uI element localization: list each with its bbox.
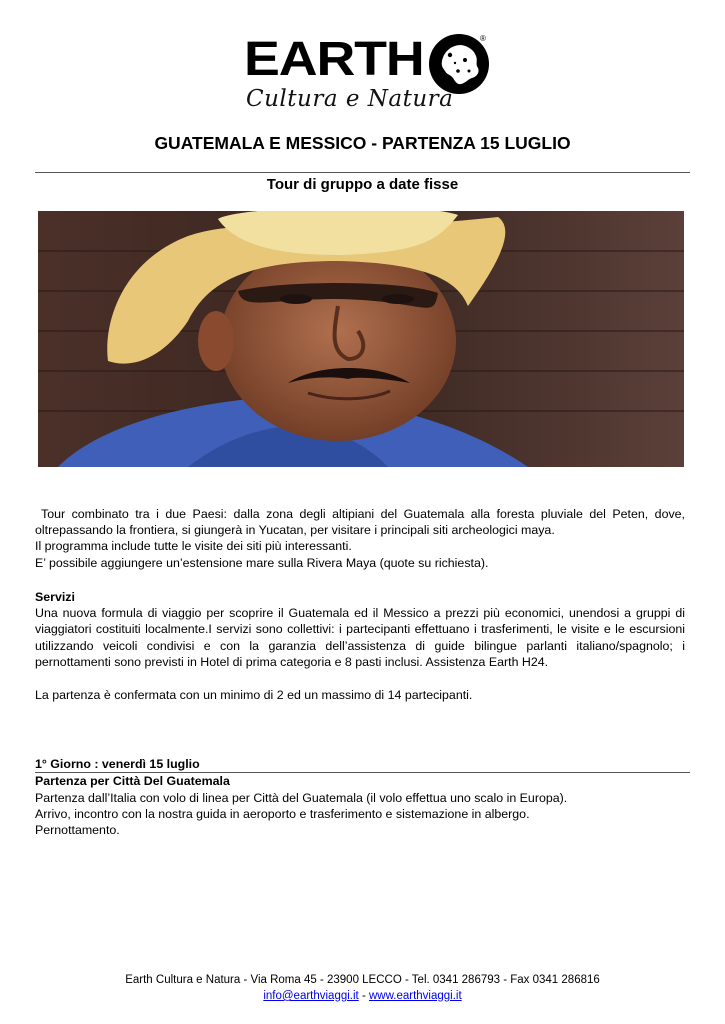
- footer-separator: -: [358, 990, 369, 1002]
- title-divider: [35, 172, 690, 173]
- hero-photo: [38, 211, 684, 467]
- intro-visits-line: Il programma include tutte le visite dei siti più interessanti.: [35, 539, 352, 553]
- day1-line-overnight: Pernottamento.: [35, 823, 120, 837]
- footer-address: Earth Cultura e Natura - Via Roma 45 - 23900 LECCO - Tel. 0341 286793 - Fax 0341 286816: [125, 974, 600, 986]
- logo-wordmark: EARTH: [244, 33, 424, 86]
- services-paragraph: Una nuova formula di viaggio per scoprire il Guatemala ed il Messico a prezzi più economici, unendosi a gruppi di viaggiatori costituiti localmente.I servizi sono collettivi: i partecipanti effettuano i trasferimenti, le visite e le escursioni utilizzando veicoli condivisi e con la garanzia dell’assistenza di guide bilingue parlanti italiano/spagnolo; i pernottamenti sono previsti in Hotel di prima categoria e 8 pasti inclusi. Assistenza Earth H24.: [35, 606, 685, 669]
- earth-logo: [244, 30, 494, 114]
- page-subtitle: Tour di gruppo a date fisse: [266, 176, 459, 193]
- day1-line-arrival: Arrivo, incontro con la nostra guida in aeroporto e trasferimento e sistemazione in albergo.: [35, 807, 530, 821]
- day1-heading: 1° Giorno : venerdì 15 luglio: [35, 757, 200, 771]
- services-participants-note: La partenza è confermata con un minimo di 2 ed un massimo di 14 partecipanti.: [35, 688, 473, 702]
- portrait-illustration: [38, 211, 684, 467]
- services-heading: Servizi: [35, 590, 75, 604]
- day1-line-flight: Partenza dall’Italia con volo di linea per Città del Guatemala (il volo effettua uno scalo in Europa).: [35, 791, 568, 805]
- footer-links: [35, 988, 690, 1004]
- day1-subheading: Partenza per Città Del Guatemala: [35, 774, 230, 788]
- logo-tagline: Cultura e Natura: [246, 86, 454, 112]
- footer-website-link[interactable]: www.earthviaggi.it: [368, 990, 462, 1002]
- intro-extension-line: E’ possibile aggiungere un’estensione mare sulla Rivera Maya (quote su richiesta).: [35, 556, 489, 570]
- intro-paragraph: Tour combinato tra i due Paesi: dalla zona degli altipiani del Guatemala alla foresta pluviale del Peten, dove, oltrepassando la frontiera, si giungerà in Yucatan, per visitare i principali siti archeologici maya.: [35, 507, 685, 538]
- page-title: GUATEMALA E MESSICO - PARTENZA 15 LUGLIO: [154, 133, 571, 153]
- page-footer: [35, 972, 690, 1004]
- footer-email-link[interactable]: info@earthviaggi.it: [263, 990, 359, 1002]
- registered-mark: ®: [480, 34, 486, 43]
